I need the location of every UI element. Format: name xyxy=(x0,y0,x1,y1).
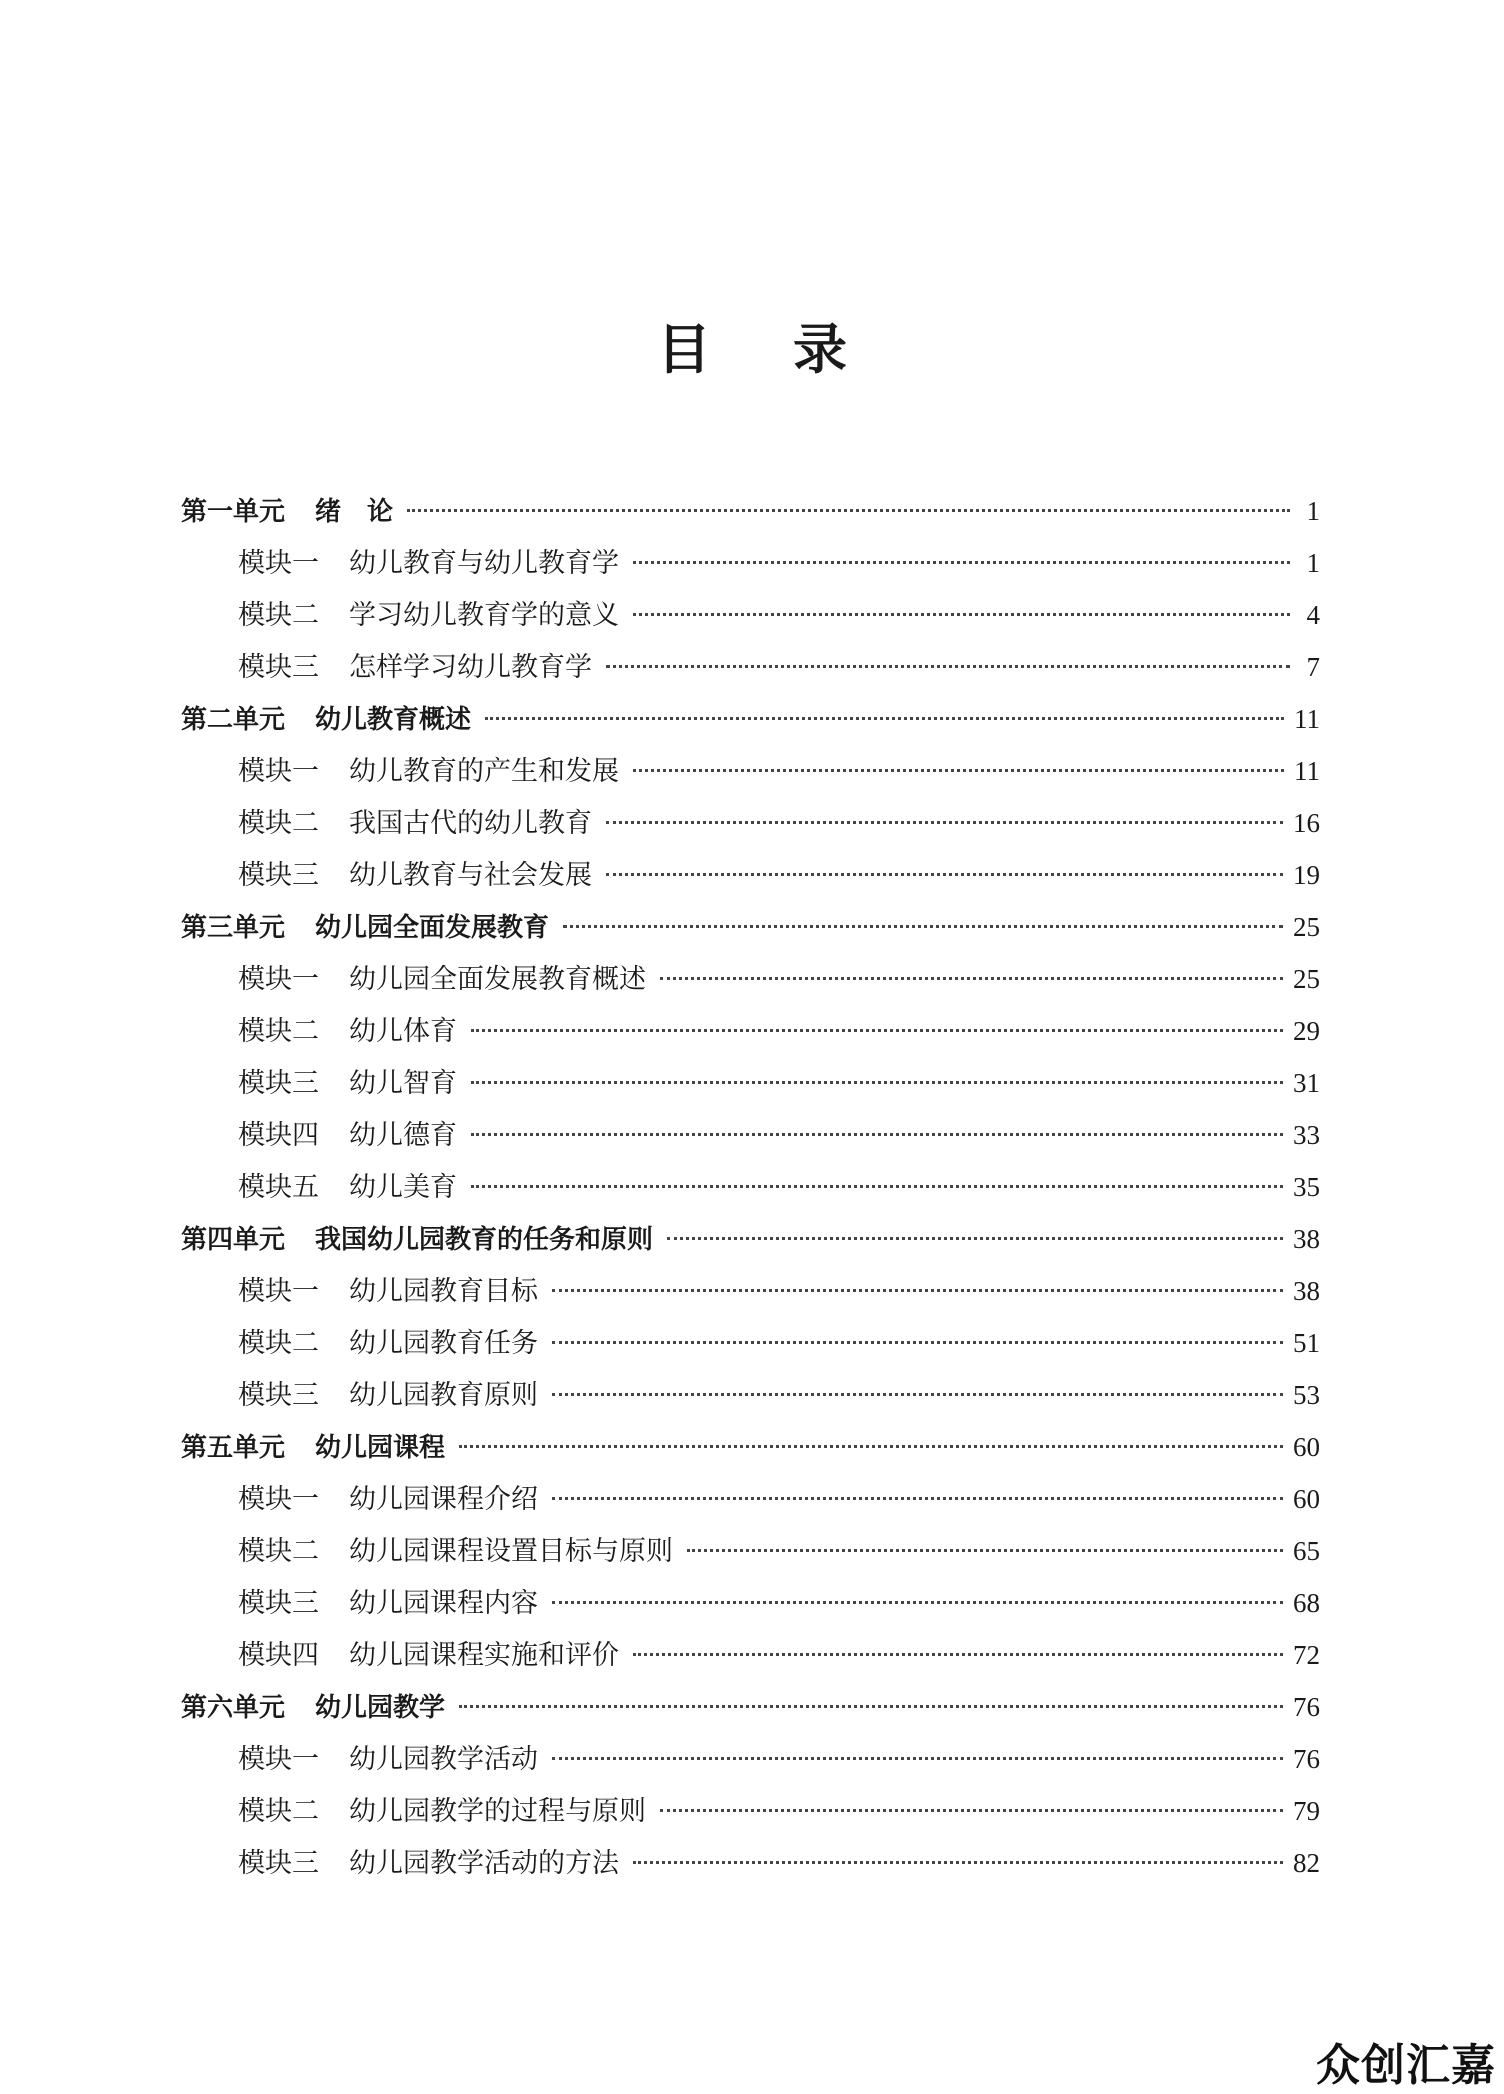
module-label: 模块四 xyxy=(238,1120,319,1151)
module-label: 模块三 xyxy=(238,1848,319,1879)
page-number: 11 xyxy=(1294,756,1320,786)
unit-title: 幼儿园课程 xyxy=(315,1433,446,1463)
dot-leader xyxy=(471,1029,1283,1032)
page-number: 72 xyxy=(1293,1640,1320,1670)
dot-leader xyxy=(633,1653,1283,1656)
toc-module-entry[interactable] xyxy=(181,797,1320,849)
module-title: 幼儿园教学活动的方法 xyxy=(349,1848,619,1879)
module-label: 模块二 xyxy=(238,1796,319,1827)
unit-label: 第四单元 xyxy=(181,1225,286,1255)
toc-module-entry[interactable] xyxy=(181,1473,1320,1525)
unit-title: 幼儿园教学 xyxy=(315,1693,446,1723)
page-number: 76 xyxy=(1293,1692,1320,1722)
dot-leader xyxy=(552,1757,1283,1760)
module-title: 幼儿园教育任务 xyxy=(349,1328,538,1359)
toc-module-entry[interactable] xyxy=(181,1785,1320,1837)
dot-leader xyxy=(471,1133,1283,1136)
page-number: 38 xyxy=(1293,1224,1320,1254)
module-title: 幼儿教育的产生和发展 xyxy=(349,756,619,787)
dot-leader xyxy=(552,1601,1283,1604)
module-label: 模块二 xyxy=(238,1536,319,1567)
module-label: 模块一 xyxy=(238,1276,319,1307)
module-title: 幼儿体育 xyxy=(349,1016,457,1047)
page-number: 82 xyxy=(1293,1848,1320,1878)
dot-leader xyxy=(471,1081,1283,1084)
toc-module-entry[interactable] xyxy=(181,1525,1320,1577)
page-number: 11 xyxy=(1294,704,1320,734)
dot-leader xyxy=(471,1185,1283,1188)
toc-module-entry[interactable] xyxy=(181,589,1320,641)
page-number: 60 xyxy=(1293,1484,1320,1514)
module-label: 模块二 xyxy=(238,1016,319,1047)
unit-label: 第二单元 xyxy=(181,705,286,735)
toc-module-entry[interactable] xyxy=(181,641,1320,693)
page-number: 1 xyxy=(1306,496,1320,526)
page-number: 65 xyxy=(1293,1536,1320,1566)
dot-leader xyxy=(552,1393,1283,1396)
page-number: 19 xyxy=(1293,860,1320,890)
page-number: 76 xyxy=(1293,1744,1320,1774)
module-label: 模块四 xyxy=(238,1640,319,1671)
module-label: 模块二 xyxy=(238,808,319,839)
module-label: 模块二 xyxy=(238,1328,319,1359)
module-title: 幼儿教育与幼儿教育学 xyxy=(349,548,619,579)
unit-title: 我国幼儿园教育的任务和原则 xyxy=(315,1225,654,1255)
module-title: 幼儿园教育目标 xyxy=(349,1276,538,1307)
module-label: 模块五 xyxy=(238,1172,319,1203)
page-number: 31 xyxy=(1293,1068,1320,1098)
dot-leader xyxy=(407,509,1290,512)
toc-module-entry[interactable] xyxy=(181,849,1320,901)
toc-module-entry[interactable] xyxy=(181,1369,1320,1421)
toc-module-entry[interactable] xyxy=(181,1629,1320,1681)
page-number: 51 xyxy=(1293,1328,1320,1358)
page-number: 25 xyxy=(1293,964,1320,994)
toc-module-entry[interactable] xyxy=(181,1005,1320,1057)
page-number: 60 xyxy=(1293,1432,1320,1462)
page-number: 53 xyxy=(1293,1380,1320,1410)
module-label: 模块三 xyxy=(238,1068,319,1099)
unit-title: 幼儿教育概述 xyxy=(315,705,472,735)
page-number: 4 xyxy=(1306,600,1320,630)
module-title: 学习幼儿教育学的意义 xyxy=(349,600,619,631)
page-number: 38 xyxy=(1293,1276,1320,1306)
module-title: 怎样学习幼儿教育学 xyxy=(349,652,592,683)
module-title: 幼儿园教学的过程与原则 xyxy=(349,1796,646,1827)
unit-label: 第一单元 xyxy=(181,497,286,527)
unit-title: 绪 论 xyxy=(315,497,394,527)
module-title: 幼儿教育与社会发展 xyxy=(349,860,592,891)
module-label: 模块一 xyxy=(238,756,319,787)
page-number: 35 xyxy=(1293,1172,1320,1202)
module-title: 幼儿园教育原则 xyxy=(349,1380,538,1411)
page-number: 1 xyxy=(1306,548,1320,578)
dot-leader xyxy=(552,1289,1283,1292)
module-label: 模块三 xyxy=(238,652,319,683)
page-number: 33 xyxy=(1293,1120,1320,1150)
toc-module-entry[interactable] xyxy=(181,1317,1320,1369)
dot-leader xyxy=(552,1497,1283,1500)
toc-unit-entry[interactable] xyxy=(181,1421,1320,1473)
module-title: 我国古代的幼儿教育 xyxy=(349,808,592,839)
module-title: 幼儿德育 xyxy=(349,1120,457,1151)
toc-module-entry[interactable] xyxy=(181,1109,1320,1161)
toc-unit-entry[interactable] xyxy=(181,693,1320,745)
dot-leader xyxy=(552,1341,1283,1344)
dot-leader xyxy=(660,1809,1283,1812)
module-title: 幼儿园课程介绍 xyxy=(349,1484,538,1515)
toc-module-entry[interactable] xyxy=(181,1265,1320,1317)
toc-module-entry[interactable] xyxy=(181,1733,1320,1785)
unit-label: 第三单元 xyxy=(181,913,286,943)
dot-leader xyxy=(459,1705,1283,1708)
module-title: 幼儿智育 xyxy=(349,1068,457,1099)
dot-leader xyxy=(660,977,1283,980)
toc-unit-entry[interactable] xyxy=(181,1213,1320,1265)
page-number: 16 xyxy=(1293,808,1320,838)
module-label: 模块一 xyxy=(238,1744,319,1775)
unit-label: 第六单元 xyxy=(181,1693,286,1723)
toc-module-entry[interactable] xyxy=(181,1837,1320,1889)
dot-leader xyxy=(606,873,1283,876)
watermark-logo: 众创汇嘉 xyxy=(1316,2040,1496,2091)
module-title: 幼儿园课程设置目标与原则 xyxy=(349,1536,673,1567)
toc-module-entry[interactable] xyxy=(181,537,1320,589)
toc-module-entry[interactable] xyxy=(181,745,1320,797)
toc-unit-entry[interactable] xyxy=(181,1681,1320,1733)
module-label: 模块一 xyxy=(238,964,319,995)
page-number: 68 xyxy=(1293,1588,1320,1618)
toc-module-entry[interactable] xyxy=(181,1577,1320,1629)
table-of-contents xyxy=(181,485,1320,1889)
module-label: 模块一 xyxy=(238,1484,319,1515)
module-title: 幼儿园课程内容 xyxy=(349,1588,538,1619)
page-number: 29 xyxy=(1293,1016,1320,1046)
dot-leader xyxy=(633,769,1284,772)
module-label: 模块三 xyxy=(238,860,319,891)
page-title-char-2: 录 xyxy=(793,318,847,381)
module-label: 模块一 xyxy=(238,548,319,579)
page-number: 7 xyxy=(1306,652,1320,682)
module-title: 幼儿园课程实施和评价 xyxy=(349,1640,619,1671)
toc-unit-entry[interactable] xyxy=(181,485,1320,537)
unit-title: 幼儿园全面发展教育 xyxy=(315,913,550,943)
unit-label: 第五单元 xyxy=(181,1433,286,1463)
page-number: 79 xyxy=(1293,1796,1320,1826)
dot-leader xyxy=(459,1445,1283,1448)
module-title: 幼儿园教学活动 xyxy=(349,1744,538,1775)
toc-module-entry[interactable] xyxy=(181,953,1320,1005)
page-number: 25 xyxy=(1293,912,1320,942)
dot-leader xyxy=(563,925,1283,928)
dot-leader xyxy=(687,1549,1283,1552)
dot-leader xyxy=(667,1237,1283,1240)
dot-leader xyxy=(485,717,1284,720)
module-label: 模块二 xyxy=(238,600,319,631)
module-title: 幼儿美育 xyxy=(349,1172,457,1203)
module-label: 模块三 xyxy=(238,1380,319,1411)
page-title-char-1: 目 xyxy=(657,318,711,381)
dot-leader xyxy=(606,665,1290,668)
dot-leader xyxy=(633,613,1290,616)
dot-leader xyxy=(633,1861,1283,1864)
dot-leader xyxy=(633,561,1290,564)
dot-leader xyxy=(606,821,1283,824)
toc-module-entry[interactable] xyxy=(181,1161,1320,1213)
page-title xyxy=(0,318,1504,382)
module-label: 模块三 xyxy=(238,1588,319,1619)
toc-module-entry[interactable] xyxy=(181,1057,1320,1109)
toc-unit-entry[interactable] xyxy=(181,901,1320,953)
module-title: 幼儿园全面发展教育概述 xyxy=(349,964,646,995)
